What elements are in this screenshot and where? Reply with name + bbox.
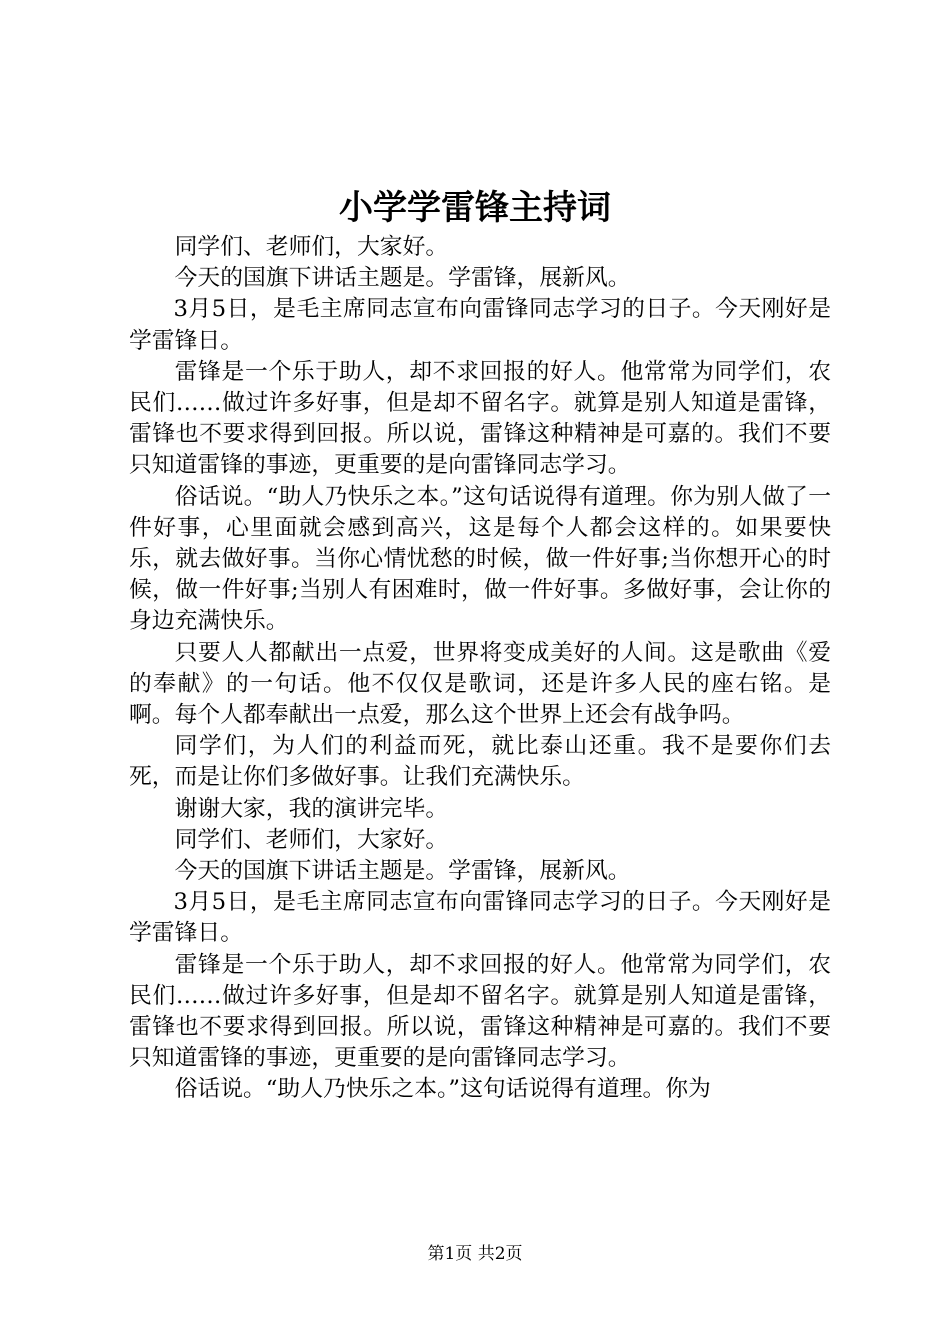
document-body [129, 232, 831, 1106]
page-footer: 第1页 共2页 [427, 1244, 523, 1264]
paragraph: 今天的国旗下讲话主题是。学雷锋，展新风。 [174, 265, 631, 292]
paragraph: 同学们、老师们，大家好。 [174, 826, 449, 853]
paragraph: 今天的国旗下讲话主题是。学雷锋，展新风。 [174, 858, 631, 885]
paragraph: 3月5日，是毛主席同志宣布向雷锋同志学习的日子。今天刚好是学雷锋日。 [129, 296, 831, 354]
paragraph: 同学们、老师们，大家好。 [174, 234, 449, 260]
paragraph: 俗话说。“助人乃快乐之本。”这句话说得有道理。你为 [174, 1076, 711, 1103]
paragraph: 只要人人都献出一点爱，世界将变成美好的人间。这是歌曲《爱的奉献》的一句话。他不仅仅是歌词，还是许多人民的座右铭。是啊。每个人都奉献出一点爱，那么这个世界上还会有战争吗。 [129, 639, 831, 729]
paragraph: 雷锋是一个乐于助人，却不求回报的好人。他常常为同学们，农民们……做过许多好事，但是却不留名字。就算是别人知道是雷锋，雷锋也不要求得到回报。所以说，雷锋这种精神是可嘉的。我们不要只知道雷锋的事迹，更重要的是向雷锋同志学习。 [129, 951, 831, 1072]
paragraph: 雷锋是一个乐于助人，却不求回报的好人。他常常为同学们，农民们……做过许多好事，但是却不留名字。就算是别人知道是雷锋，雷锋也不要求得到回报。所以说，雷锋这种精神是可嘉的。我们不要只知道雷锋的事迹，更重要的是向雷锋同志学习。 [129, 358, 831, 479]
paragraph: 谢谢大家，我的演讲完毕。 [174, 795, 449, 822]
paragraph: 同学们，为人们的利益而死，就比泰山还重。我不是要你们去死，而是让你们多做好事。让我们充满快乐。 [129, 733, 831, 791]
document-title: 小学学雷锋主持词 [339, 188, 611, 228]
paragraph: 俗话说。“助人乃快乐之本。”这句话说得有道理。你为别人做了一件好事，心里面就会感到高兴，这是每个人都会这样的。如果要快乐，就去做好事。当你心情忧愁的时候，做一件好事;当你想开心的时候，做一件好事;当别人有困难时，做一件好事。多做好事，会让你的身边充满快乐。 [129, 483, 831, 635]
paragraph: 3月5日，是毛主席同志宣布向雷锋同志学习的日子。今天刚好是学雷锋日。 [129, 889, 831, 947]
